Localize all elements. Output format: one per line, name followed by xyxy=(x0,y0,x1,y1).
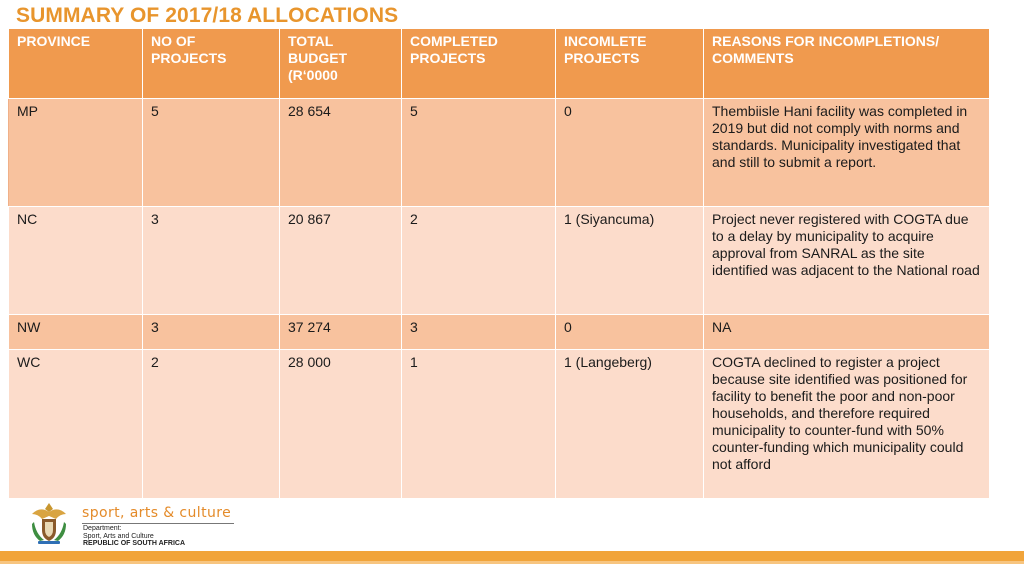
table-row xyxy=(9,315,990,350)
allocations-table xyxy=(8,28,990,499)
page-title: SUMMARY OF 2017/18 ALLOCATIONS xyxy=(16,4,399,27)
cell-projects: 3 xyxy=(143,207,280,315)
cell-projects: 3 xyxy=(143,315,280,350)
header-label: INCOMLETE PROJECTS xyxy=(564,33,647,66)
cell-comment: Project never registered with COGTA due to a delay by municipality to acquire approval from SANRAL as the site identified was adjacent to the National road xyxy=(704,207,990,315)
header-no-of-projects xyxy=(143,29,280,99)
footer-band xyxy=(0,551,1024,561)
header-label: PROVINCE xyxy=(17,33,91,49)
cell-projects: 5 xyxy=(143,99,280,207)
cell-budget: 28 654 xyxy=(280,99,402,207)
cell-completed: 2 xyxy=(402,207,556,315)
coat-of-arms-icon xyxy=(26,500,72,546)
cell-budget: 37 274 xyxy=(280,315,402,350)
cell-comment: Thembiisle Hani facility was completed in 2019 but did not comply with norms and standards. Municipality investigated that and still to submit a report. xyxy=(704,99,990,207)
dept-line: REPUBLIC OF SOUTH AFRICA xyxy=(83,540,186,547)
department-logo xyxy=(26,499,256,549)
header-label: TOTAL BUDGET (R‘0000 xyxy=(288,33,348,83)
department-text xyxy=(83,525,185,548)
cell-budget: 20 867 xyxy=(280,207,402,315)
header-reasons-comments xyxy=(704,29,990,99)
header-province xyxy=(9,29,143,99)
cell-comment: NA xyxy=(704,315,990,350)
cell-comment: COGTA declined to register a project because site identified was positioned for facility to benefit the poor and non-poor households, and therefore required municipality to counter-fund with 50% counter-funding which municipality could not afford xyxy=(704,350,990,499)
dept-line: Department: xyxy=(83,525,122,532)
cell-projects: 2 xyxy=(143,350,280,499)
table-header-row xyxy=(9,29,990,99)
cell-incomplete: 1 (Langeberg) xyxy=(556,350,704,499)
header-label: NO OF PROJECTS xyxy=(151,33,227,66)
header-incomplete-projects xyxy=(556,29,704,99)
dept-line: Sport, Arts and Culture xyxy=(83,532,154,540)
cell-incomplete: 0 xyxy=(556,99,704,207)
cell-province: NC xyxy=(9,207,143,315)
header-total-budget xyxy=(280,29,402,99)
cell-completed: 1 xyxy=(402,350,556,499)
header-label: REASONS FOR INCOMPLETIONS/ COMMENTS xyxy=(712,33,940,66)
header-completed-projects xyxy=(402,29,556,99)
table-row xyxy=(9,99,990,207)
brand-name: sport, arts & culture xyxy=(82,505,232,521)
brand-divider xyxy=(82,523,234,524)
cell-completed: 5 xyxy=(402,99,556,207)
cell-province: NW xyxy=(9,315,143,350)
cell-incomplete: 1 (Siyancuma) xyxy=(556,207,704,315)
cell-budget: 28 000 xyxy=(280,350,402,499)
table-row xyxy=(9,350,990,499)
footer-band-light xyxy=(0,561,1024,564)
cell-incomplete: 0 xyxy=(556,315,704,350)
cell-completed: 3 xyxy=(402,315,556,350)
cell-province: MP xyxy=(9,99,143,207)
cell-province: WC xyxy=(9,350,143,499)
table-row xyxy=(9,207,990,315)
header-label: COMPLETED PROJECTS xyxy=(410,33,498,66)
